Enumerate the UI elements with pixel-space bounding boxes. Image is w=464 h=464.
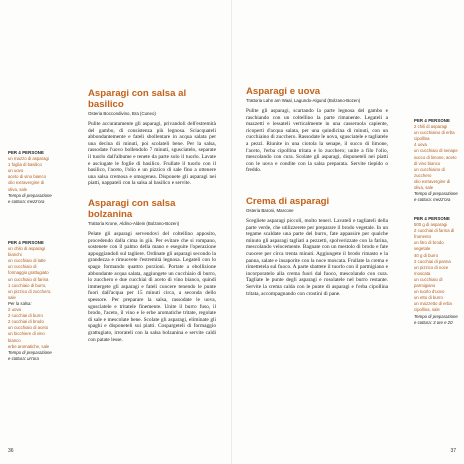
ingredient-line: olio extravergine di oliva, sale bbox=[414, 178, 451, 191]
recipe-source: Trattoria Krone, Aldino-Aldein (Bolzano-Bozen) bbox=[88, 221, 180, 226]
recipe-block bbox=[88, 198, 216, 343]
recipe-source: Osteria Baroni, Marcone bbox=[246, 208, 294, 213]
ingredient-line: 40 g di burro bbox=[414, 252, 439, 258]
ingredient-line: un cucchiaio di formaggio grattugiato bbox=[8, 264, 49, 276]
ingredient-line: 2 cucchiai di farina di frumento bbox=[414, 228, 455, 240]
ingredient-line: un cucchiaino di erba cipollina bbox=[414, 130, 455, 142]
ingredients-sidebar bbox=[414, 216, 458, 326]
servings-heading: PER 4 PERSONE bbox=[8, 240, 44, 245]
ingredient-line: un uovo bbox=[8, 168, 24, 174]
prep-time: Tempo di preparazione e cottura: mezz'ora bbox=[8, 192, 52, 204]
servings-heading: PER 4 PERSONE bbox=[8, 150, 44, 155]
recipe-text: Pulite accuratamente gli asparagi, privandoli dell'estremità del gambo, di consistenza più legnosa. Sciacquateli abbondantemente e fateli sbollentare in acqua salata per una decina di minuti, poi scolateli bene. Per la salsa, rassodate l'uovo bollendolo 7 minuti, sgusciatelo, separate il tuorlo dall'albume e tenete da parte solo il tuorlo. Lavate e asciugate le foglie di basilico. Frullate il tuorlo con il basilico, l'aceto, l'olio e un pizzico di sale fino a ottenere una salsa cremosa e omogenea. Disponete gli asparagi nei piatti, nappateli con la salsa al basilico e servite. bbox=[88, 121, 216, 187]
sauce-heading: Per la salsa: bbox=[8, 300, 32, 306]
ingredient-line: un cucchiaio di parmigiano bbox=[414, 276, 443, 289]
ingredient-line: un cucchiaino di zucchero bbox=[414, 166, 445, 178]
prep-time: Tempo di preparazione e cottura: 3 ore e 20 bbox=[414, 313, 458, 325]
ingredient-line: 500 g di asparagi bbox=[414, 222, 447, 228]
ingredient-line: 2 cucchiai di brodo bbox=[8, 319, 44, 325]
recipe-text: Scegliete asparagi piccoli, molto teneri. Lavateli e tagliateli della parte verde, che utilizzerete per preparare il brodo vegetale. In un tegame scaldate una parte del burro, fate appassire per qualche minuto gli asparagi tagliati a pezzetti, spolverizzate con la farina, mescolando velocemente. Bagnate con un mestolo di brodo e fate cuocere per circa trenta minuti. Aggiungete il brodo rimasto e la panna, salate e insaporite con la noce moscata. Frullate la crema e rimettetela sul fuoco. A parte sbattete il tuorlo con il parmigiano e incorporatelo alla crema fuori dal fuoco, mescolando con cura. Tagliate le punte degli asparagi e rosolatele nel burro restante. Servite la crema calda con le punte di asparagi e l'erba cipollina tritata, accompagnando con crostini di pane. bbox=[246, 218, 388, 297]
recipe-source: Osteria Boccondivino, Bra (Cuneo) bbox=[88, 111, 156, 116]
recipe-title: Asparagi e uova bbox=[246, 86, 321, 97]
ingredient-line: un chilo di asparagi bianchi bbox=[8, 246, 46, 258]
ingredients-sidebar bbox=[8, 150, 52, 205]
ingredient-line: 1 cucchiaio di burro, un pizzico di zucchero, sale bbox=[8, 282, 52, 300]
ingredient-line: erbe aromatiche, sale bbox=[8, 343, 50, 349]
ingredient-line: 1 foglia di basilico bbox=[8, 162, 42, 168]
recipe-title: Asparagi con salsa al basilico bbox=[88, 88, 187, 110]
ingredient-line: un cucchiaio di aceto bbox=[8, 325, 49, 331]
recipe-text: Pelate gli asparagi servendovi del coltellino apposito, procedendo dalla cima in giù. Per evitare che si rompano, sostenete con il palmo della mano e eseguite l'operazione appoggiandoli sul tagliere. Ordinate gli asparagi secondo la grandezza e rimuovete l'estremità legnosa. Legateli con lo spago formando quattro porzioni. Portate a ebollizione abbondante acqua salata, aggiungete un cucchiaio di burro, lo zucchero e due cucchiai di aceto di vino bianco, quindi immergete gli asparagi e fateli cuocere tenendo le punte fuori dall'acqua per 15 minuti circa, a seconda dello spessore. Per preparare la salsa, rassodate le uova, sgusciatele e tritatele finemente. Unite il burro fuso, il brodo, l'aceto, il vino e le erbe aromatiche tritate, regolate di sale e mescolate bene. Scolate gli asparagi, eliminate gli spaghi e disponeteli sui piatti. Cospargeteli di formaggio grattugiato, irrorateli con la salsa bolzanina e servite caldi con patate lesse. bbox=[88, 231, 216, 343]
ingredient-line: un etto di burro bbox=[414, 295, 443, 301]
ingredient-line: un cucchiaio di latte bbox=[8, 258, 46, 264]
ingredient-line: un tuorlo d'uovo bbox=[414, 289, 445, 295]
recipe-text: Pulite gli asparagi, scartando la parte legnosa del gambo e raschiando con un coltellino la parte rimanente. Legateli a mazzetti e lessateli verticalmente in una casseruola capiente, ricoperti d'acqua salata, per una quindicina di minuti, con un cucchiaino di zucchero. Rassodate le uova, sgusciatele e tagliatele a pezzi. Riunite in una ciotola la senape, il succo di limone, l'aceto, l'erba cipollina tritata e lo zucchero; unite a filo l'olio, mescolando con cura. Scolate gli asparagi, disponeteli nei piatti con le uova e condite con la salsa preparata. Servite tiepido o freddo. bbox=[246, 108, 388, 174]
recipe-title: Asparagi con salsa bolzanina bbox=[88, 198, 176, 220]
ingredient-line: 2 uova bbox=[8, 307, 21, 313]
right-page bbox=[232, 0, 464, 464]
prep-time: Tempo di preparazione e cottura: mezz'ora bbox=[414, 191, 458, 203]
ingredient-line: un mazzetto di erba cipollina, sale bbox=[414, 301, 452, 313]
ingredient-line: 2 cucchiai di burro bbox=[8, 313, 43, 319]
ingredients-sidebar bbox=[8, 240, 52, 362]
ingredient-line: succo di limone, aceto di vino bianco bbox=[414, 154, 457, 166]
servings-heading: PER 4 PERSONE bbox=[414, 118, 450, 123]
ingredient-line: olio extravergine di oliva, sale bbox=[8, 180, 45, 192]
ingredient-line: un litro di brodo vegetale bbox=[414, 240, 444, 252]
ingredient-line: un pizzico di noce moscata bbox=[414, 264, 449, 276]
ingredient-line: un bicchiere di vino bianco bbox=[8, 331, 45, 343]
ingredients-sidebar bbox=[414, 118, 458, 203]
ingredient-line: 2 chili di asparagi bbox=[414, 124, 448, 130]
recipe-block bbox=[246, 86, 388, 174]
page-number: 36 bbox=[8, 448, 14, 454]
prep-time: Tempo di preparazione e cottura: un'ora bbox=[8, 349, 52, 361]
servings-heading: PER 4 PERSONE bbox=[414, 216, 450, 221]
recipe-source: Trattoria Lahn am Waal, Lagundo-Algund (Bolzano-Bozen) bbox=[246, 98, 361, 103]
recipe-title: Crema di asparagi bbox=[246, 196, 330, 207]
ingredient-line: 4 uova bbox=[414, 142, 427, 148]
ingredient-line: un cucchiaio di senape bbox=[414, 148, 458, 154]
recipe-block bbox=[246, 196, 388, 297]
ingredient-line: aceto di vino bianco bbox=[8, 174, 46, 180]
recipe-block bbox=[88, 88, 216, 187]
ingredient-line: un cucchiaio di farina bbox=[8, 276, 49, 282]
page-number: 37 bbox=[450, 448, 456, 454]
ingredient-line: 2 cucchiai di panna bbox=[414, 258, 451, 264]
ingredient-line: un mazzo di asparagi bbox=[8, 156, 49, 162]
